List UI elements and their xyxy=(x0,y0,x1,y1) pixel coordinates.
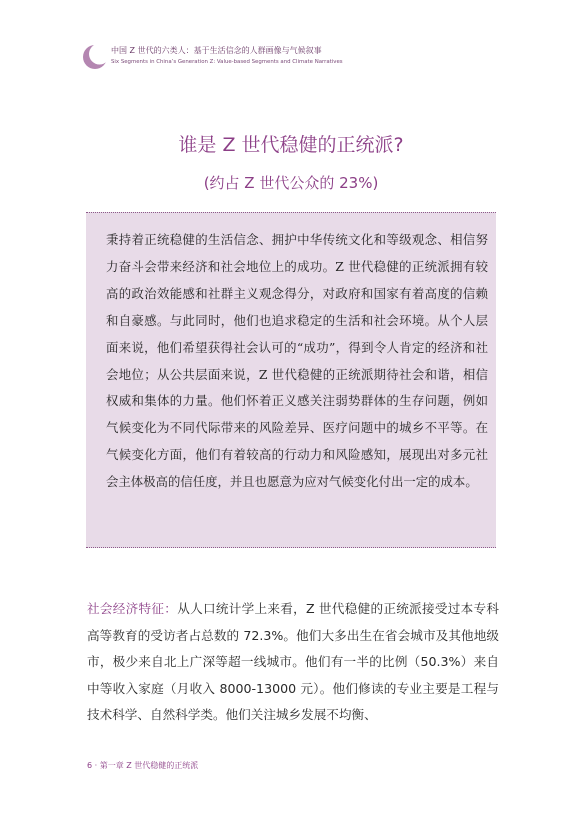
page-footer: 6 · 第一章 Z 世代稳健的正统派 xyxy=(87,761,199,770)
body-content: 从人口统计学上来看，Z 世代稳健的正统派接受过本专科高等教育的受访者占总数的 72.3%。他们大多出生在省会城市及其他地级市，极少来自北上广深等超一线城市。他们有一半的比例（50.3%）来自中等收入家庭（月收入 8000-13000 元）。他们修读的专业主要是工程与技术科学、自然科学类。他们关注城乡发展不均衡、 xyxy=(87,601,499,722)
header-title-en: Six Segments in China’s Generation Z: Value-based Segments and Climate Narratives xyxy=(111,59,343,65)
body-paragraph xyxy=(87,596,499,729)
section-title: 谁是 Z 世代稳健的正统派? xyxy=(178,134,404,156)
body-lead: 社会经济特征： xyxy=(87,601,178,616)
header-title-cn: 中国 Z 世代的六类人：基于生活信念的人群画像与气候叙事 xyxy=(111,46,322,55)
section-subtitle: (约占 Z 世代公众的 23%) xyxy=(203,174,379,192)
crescent-logo-icon xyxy=(82,44,108,70)
highlight-box xyxy=(86,212,496,548)
highlight-text: 秉持着正统稳健的生活信念、拥护中华传统文化和等级观念、相信努力奋斗会带来经济和社会地位上的成功。Z 世代稳健的正统派拥有较高的政治效能感和社群主义观念得分，对政府和国家有着高度的信赖和自豪感。与此同时，他们也追求稳定的生活和社会环境。从个人层面来说，他们希望获得社会认可的“成功”，得到令人肯定的经济和社会地位；从公共层面来说，Z 世代稳健的正统派期待社会和谐，相信权威和集体的力量。他们怀着正义感关注弱势群体的生存问题，例如气候变化为不同代际带来的风险差异、医疗问题中的城乡不平等。在气候变化方面，他们有着较高的行动力和风险感知，展现出对多元社会主体极高的信任度，并且也愿意为应对气候变化付出一定的成本。 xyxy=(106,232,488,490)
